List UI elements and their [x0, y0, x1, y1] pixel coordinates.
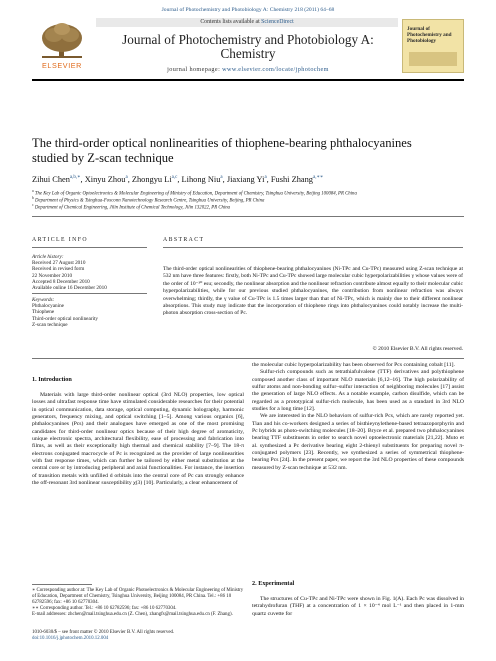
author-name: Fushi Zhang [270, 174, 313, 184]
intro-column-left [32, 392, 244, 487]
footnote-rule [32, 584, 92, 585]
history-item: 22 November 2010 [32, 272, 73, 279]
author-name: Lihong Niu [181, 174, 221, 184]
keywords-rule [32, 293, 147, 294]
experimental-column [252, 596, 464, 618]
article-title [32, 136, 452, 166]
history-item: Received in revised form [32, 266, 85, 273]
history-item: Accepted 8 December 2010 [32, 278, 90, 285]
homepage-prefix: journal homepage: [167, 66, 223, 73]
journal-homepage [100, 66, 396, 73]
intro-paragraph: Materials with large third-order nonlinear optical (3rd NLO) properties, low optical losses and ultrafast response time have stimulated considerable researches for their potential in optical communication, data storage, optical computing, dynamic holography, harmonic generators, frequency mixing, and optical switching [1–5]. Among various organics [6], phthalocyanines (Pcs) and their analogues have emerged as one of the most promising candidates for third-order nonlinear optics because of their high degree of aromaticity, unique electronic spectra, architectural flexibility, ease of processing and fabrication into films, as well as their exceptionally high thermal and chemical stability [7–9]. The 18-π electrons conjugated macrocycle of Pc is recognized as the provider of large nonlinearities with fast response times, which can further be tailored by either metal substitution at the central core or by introducing peripheral and axial functionalities. For instance, the insertion of transition metals with unfilled d orbitals into the central core of Pc can strongly enhance the off-resonant 3rd nonlinear susceptibility χ(3) [10]. Particularly, a clear enhancement of [32, 392, 244, 487]
elsevier-wordmark: ELSEVIER [42, 61, 82, 70]
journal-title-line2: Chemistry [220, 46, 276, 61]
doi-line[interactable]: doi:10.1016/j.jphotochem.2010.12.004 [32, 636, 109, 642]
paragraph: Sulfur-rich compounds such as tetrathiafulvalene (TTF) derivatives and polythiophene composed another class of important NLO materials [6,12–16]. The high polarizability of sulfur atoms and non-bonding sulfur–sulfur interaction of neighboring molecules [17] assist the generation of large NLO effects. As a notable example, carbon disulfide, which can be regarded as a prototypical sulfur-rich molecule, has been used as a standard in 3rd NLO studies for a long time [12]. [252, 369, 464, 413]
keywords [32, 297, 142, 328]
abstract-rule [163, 247, 463, 248]
header-rule [32, 79, 464, 81]
copyright: © 2010 Elsevier B.V. All rights reserved. [372, 346, 463, 352]
paragraph: We are interested in the NLO behaviors of sulfur-rich Pcs, which are rarely reported yet. Tian and his co-workers designed a series of bisthieynylethene-based tetraazoporphyrin and Pc hybrids as photo-switching molecules [18–20]. Bryce et al. prepared two phthalocyanines bearing TTF substituents in order to search novel optoelectronic materials [21,22]. Muto et al. synthesized a Pc derivative bearing eight 2-thienyl substituents for preparing novel π-conjugated polymers [23]. Recently, we synthesized a series of symmetrical thiophene-bearing Pcs [24]. In the present paper, we report the 3rd NLO properties of these compounds measured by Z-scan technique at 532 nm. [252, 413, 464, 471]
cover-title: Journal of Photochemistry and Photobiology [407, 26, 452, 44]
author-name: Jiaxiang Yi [226, 174, 265, 184]
history-item: Available online 16 December 2010 [32, 285, 107, 292]
author-affiliation-mark: a [264, 175, 267, 180]
author-affiliation-mark: a [220, 175, 223, 180]
page-footer [32, 630, 244, 642]
keyword-item: Third-order optical nonlinearity [32, 315, 98, 322]
footnote: E-mail addresses: zhchen@mail.tsinghua.edu.cn (Z. Chen), zhangfs@mail.tsinghua.edu.cn (F. Zhang). [32, 612, 233, 618]
paragraph: The structures of Cu-TPc and Ni-TPc were shown in Fig. 1(A). Each Pc was dissolved in tetrahydrofuran (THF) at a concentration of 1 × 10⁻⁴ mol L⁻¹ and then placed in 1-mm quartz cuvette for [252, 596, 464, 617]
author-list: Zihui Chen$^{a,b,∗}$, Xinyu Zhou$^a$, Zhongyu Li$^{a,c}$, Lihong Niu$^a$, Jiaxiang Yi$^a$, Fushi Zhang$^{a,∗∗}$ [32, 174, 324, 184]
author-affiliation-mark: a,∗∗ [312, 175, 324, 180]
author-affiliation-mark: a,b,∗ [69, 175, 81, 180]
author-affiliation-mark: a [125, 175, 128, 180]
abstract-bottom-rule [32, 358, 464, 359]
article-title-line1: The third-order optical nonlinearities of thiophene-bearing phthalocyanines [32, 136, 412, 150]
keyword-item: Phthalocyanine [32, 303, 64, 310]
keyword-item: Thiophene [32, 309, 55, 316]
author-name: Zhongyu Li [131, 174, 172, 184]
affiliation-c: $^c$ Department of Chemical Engineering, Jilin Institute of Chemical Technology, Jilin 132022, PR China [32, 203, 231, 211]
article-history [32, 254, 142, 291]
author-affiliation-mark: a,c [171, 175, 178, 180]
keywords-label: Keywords: [32, 297, 55, 303]
sciencedirect-link[interactable]: ScienceDirect [261, 19, 294, 25]
journal-cover [402, 19, 464, 73]
paragraph: the molecular cubic hyperpolarizability has been observed for Pcs containing cobalt [11]. [252, 362, 455, 368]
affiliation-a: $^a$ The Key Lab of Organic Optoelectronics & Molecular Engineering of Ministry of Education, Department of Chemistry, Tsinghua University, Beijing 100084, PR China [32, 189, 357, 197]
contents-prefix: Contents lists available at [200, 19, 262, 25]
history-label: Article history: [32, 254, 64, 260]
footnotes [32, 588, 244, 618]
elsevier-logo [32, 20, 92, 70]
affiliation-rule [32, 216, 464, 217]
keyword-item: Z-scan technique [32, 321, 68, 328]
contents-bar [96, 18, 398, 27]
abstract-heading: ABSTRACT [163, 237, 205, 243]
footnote: ∗∗ Corresponding author. Tel.: +86 10 62782596; fax: +86 10 62770304. [32, 606, 177, 612]
experimental-heading: 2. Experimental [252, 580, 295, 587]
homepage-url[interactable]: www.elsevier.com/locate/jphotochem [222, 66, 329, 73]
cover-graphic [409, 52, 457, 66]
author-name: Xinyu Zhou [84, 174, 126, 184]
intro-heading: 1. Introduction [32, 376, 72, 383]
running-head: Journal of Photochemistry and Photobiology A: Chemistry 218 (2011) 64–68 [161, 7, 335, 13]
footnote: ∗ Corresponding author at: The Key Lab of Organic Photoelectronics & Molecular Engineering of Ministry of Education, Department of Chemistry, Tsinghua University, Beijing 100084, PR China. Tel.: +86 10 62782596; fax: +86 10 62770304. [32, 588, 244, 606]
article-info-heading: ARTICLE INFO [32, 237, 88, 243]
body-column-right [252, 362, 464, 472]
article-info-rule [32, 247, 147, 248]
history-item: Received 27 August 2010 [32, 260, 86, 267]
journal-title [100, 33, 396, 61]
affiliation-b: $^b$ Department of Physics & Tsinghua-Foxconn Nanotechnology Research Centre, Tsinghua University, Beijing, PR China [32, 196, 265, 204]
author-name: Zihui Chen [32, 174, 70, 184]
article-title-line2: studied by Z-scan technique [32, 151, 174, 165]
abstract-text: The third-order optical nonlinearities of thiophene-bearing phthalocyanines (Ni-TPc and Cu-TPc) measured using Z-scan technique at 532 nm have three features: firstly, both Ni-TPc and Cu-TPc showed large molecular cubic hyperpolarizabilities γ whose values were of the order of 10⁻³⁰ esu; secondly, the nonlinear absorption and the nonlinear refraction contribute almost equally to their molecular cubic hyperpolarizabilities, while for our previous studied phthalocyanines, the contribution from nonlinear refraction was always overwhelming; thirdly, the γ value of Cu-TPc is 1.5 times larger than that of Ni-TPc, which is mainly due to their different nonlinear absorptions. This study may indicate that the incorporation of thiophene rings into phthalocyanines could notably increase the multi-photon absorption cross-section of Pc. [163, 266, 463, 317]
issn-line: 1010-6030/$ – see front matter © 2010 Elsevier B.V. All rights reserved. [32, 630, 175, 635]
journal-title-line1: Journal of Photochemistry and Photobiology A: [122, 32, 374, 47]
